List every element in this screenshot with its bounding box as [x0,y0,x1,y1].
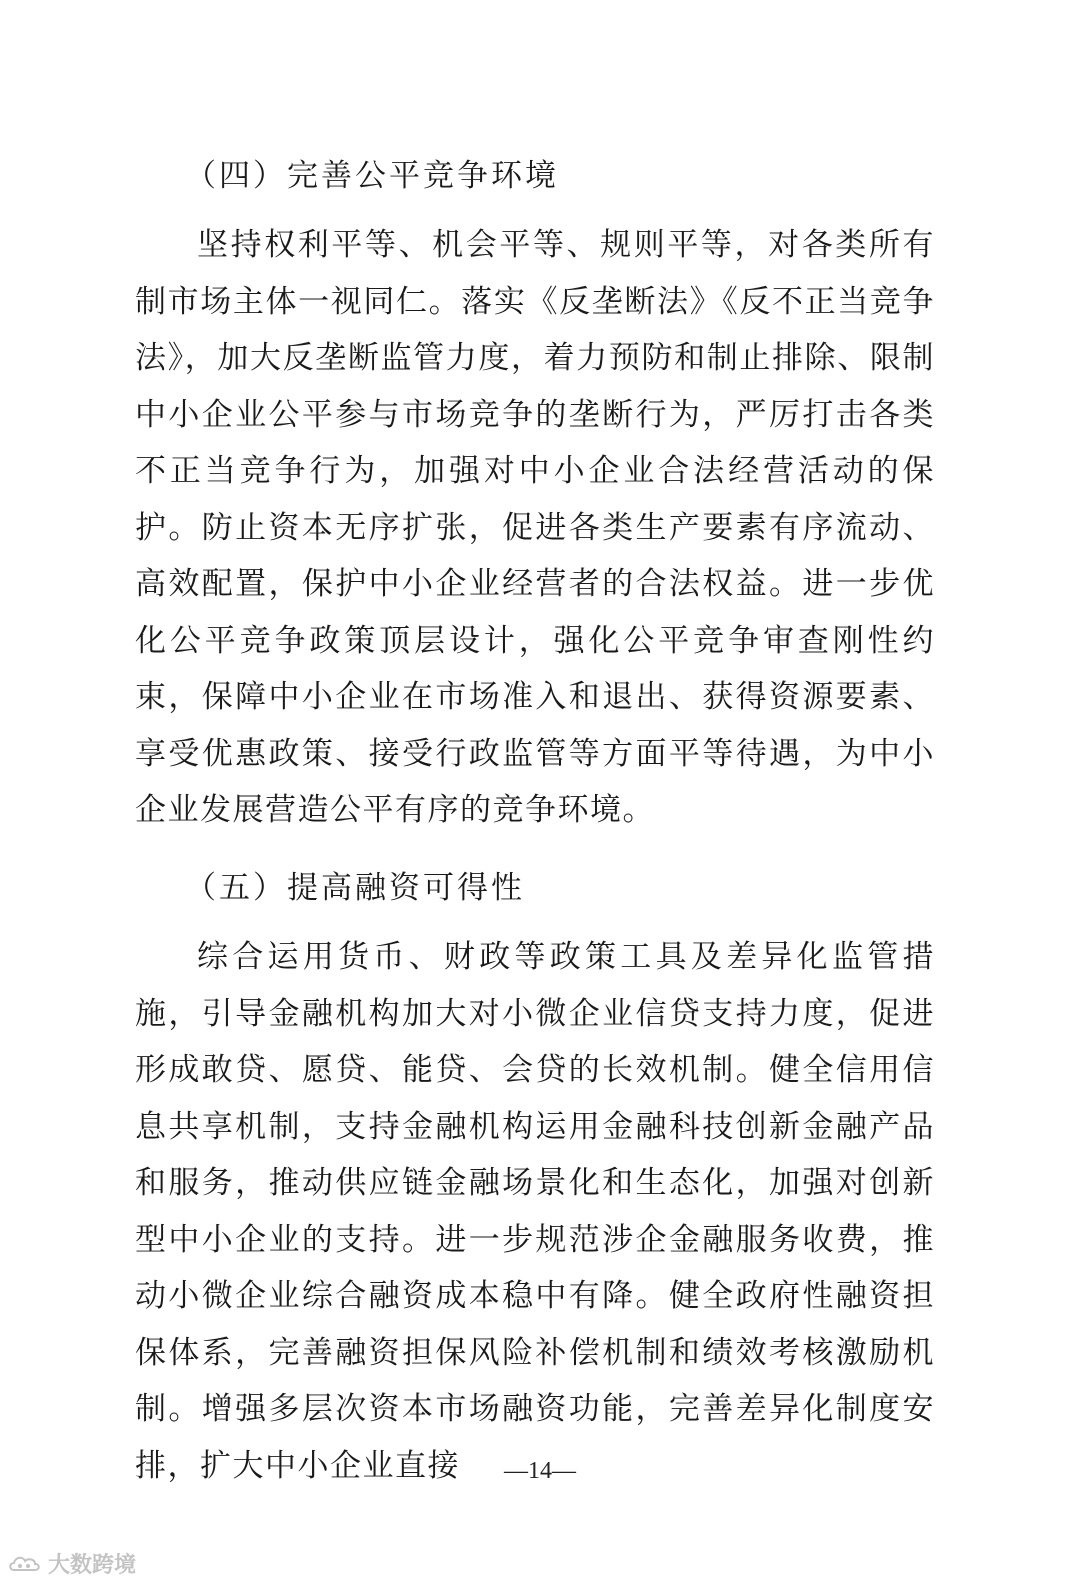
section-paragraph-5: 综合运用货币、财政等政策工具及差异化监管措施，引导金融机构加大对小微企业信贷支持力度，促进形成敢贷、愿贷、能贷、会贷的长效机制。健全信用信息共享机制，支持金融机构运用金融科技创新金融产品和服务，推动供应链金融场景化和生态化，加强对创新型中小企业的支持。进一步规范涉企金融服务收费，推动小微企业综合融资成本稳中有降。健全政府性融资担保体系，完善融资担保风险补偿机制和绩效考核激励机制。增强多层次资本市场融资功能，完善差异化制度安排，扩大中小企业直接 [135,939,935,1484]
watermark-text: 大数跨境 [48,1553,137,1578]
cloud-logo-icon [8,1552,42,1576]
page-number: —14— [504,1458,576,1484]
section-paragraph-4: 坚持权利平等、机会平等、规则平等，对各类所有制市场主体一视同仁。落实《反垄断法》《反不正当竞争法》，加大反垄断监管力度，着力预防和制止排除、限制中小企业公平参与市场竞争的垄断行为，严厉打击各类不正当竞争行为，加强对中小企业合法经营活动的保护。防止资本无序扩张，促进各类生产要素有序流动、高效配置，保护中小企业经营者的合法权益。进一步优化公平竞争政策顶层设计，强化公平竞争审查刚性约束，保障中小企业在市场准入和退出、获得资源要素、享受优惠政策、接受行政监管等方面平等待遇，为中小企业发展营造公平有序的竞争环境。 [135,227,935,828]
section-heading-4: （四）完善公平竞争环境 [185,158,559,194]
section-heading-5: （五）提高融资可得性 [185,870,525,906]
watermark [8,1548,136,1579]
